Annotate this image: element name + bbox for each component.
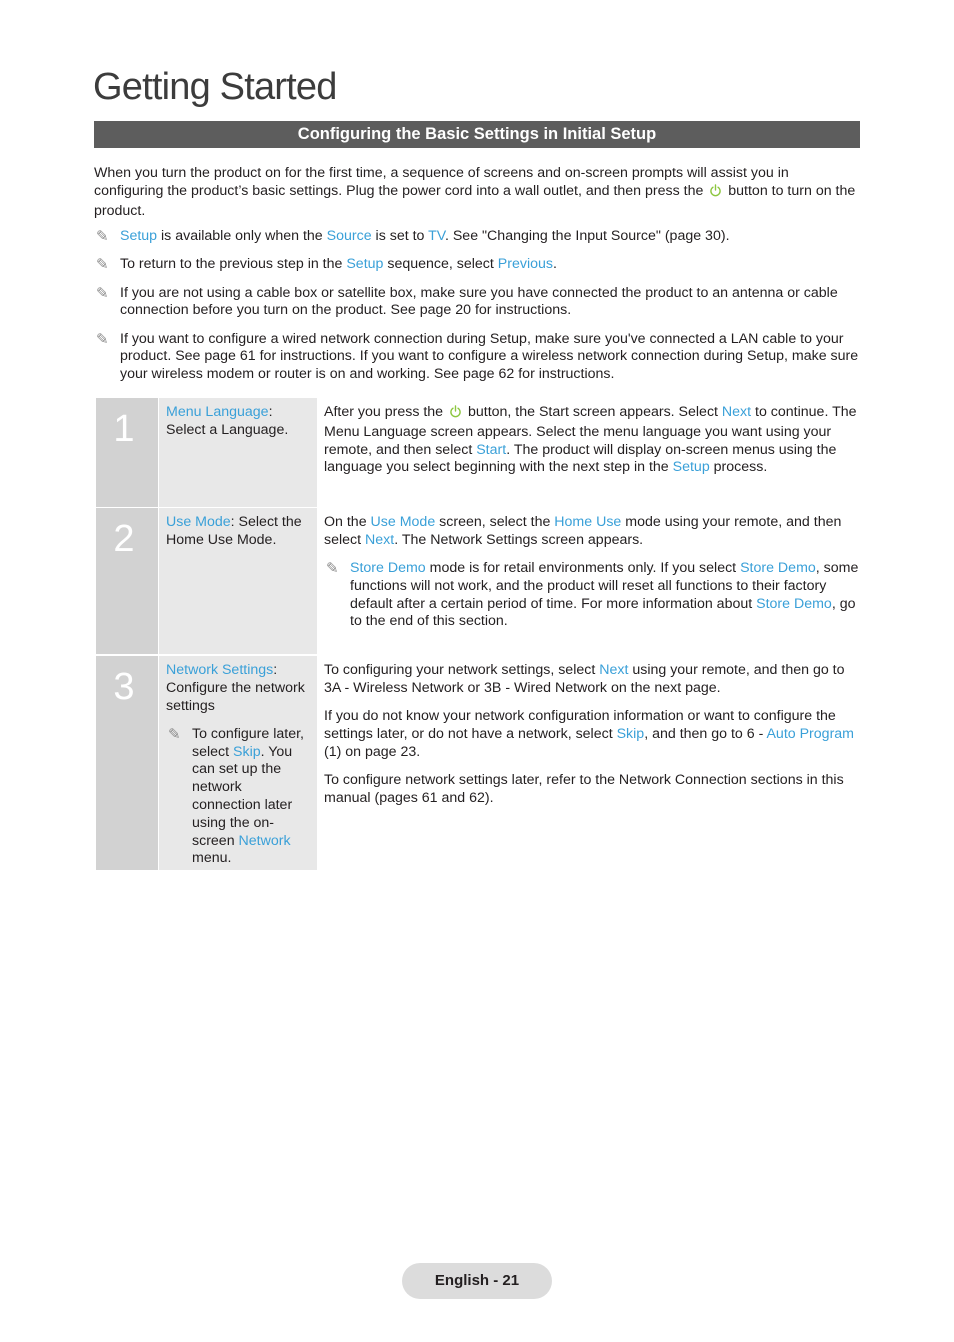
menu-ref-skip: Skip [233,743,261,760]
menu-ref-network: Network [238,832,291,849]
note-text: If you are not using a cable box or satellite box, make sure you have connected the product to an antenna or cable connection before you turn on the product. See page 20 for instructions. [120,284,838,319]
configure-later-note [166,726,311,868]
note-text: is set to [371,228,429,244]
note-text: To return to the previous step in the [120,256,347,273]
menu-ref-start: Start [476,441,507,458]
note-text: , some functions will not work, and the product will reset all functions to their factory default after a certain period of time. For more information about [350,560,859,612]
desc-text: If you do not know your network configuration information or want to configure the settings later, or do not have a network, select [324,708,836,742]
step-number [96,656,158,870]
step-label [159,656,317,870]
power-icon [709,184,722,203]
menu-ref-menu-language: Menu Language [166,404,269,420]
step-number-text: 1 [113,408,135,450]
step-description [317,508,860,631]
note-text: is available only when the [157,228,327,244]
step-label-text: : Select the Home Use Mode. [166,514,302,548]
step-paragraph [324,404,860,477]
menu-ref-home-use: Home Use [554,514,622,530]
desc-text: mode using your remote, and then select [324,514,842,548]
note-text: . [552,256,557,273]
note-text: . See "Changing the Input Source" (page 30). [444,228,730,244]
menu-ref-next: Next [365,531,395,548]
step-paragraph [324,708,860,761]
menu-ref-previous: Previous [497,256,553,273]
menu-ref-use-mode: Use Mode [166,514,231,530]
step-row-3 [96,656,860,870]
menu-ref-next: Next [721,404,752,420]
intro-text-2: button to turn on the product. [94,182,856,219]
desc-text: screen, select the [435,514,555,530]
intro-text-1: When you turn the product on for the first time, a sequence of screens and on-screen prompts will assist you in configuring the product’s basic settings. Plug the power cord into a wall outlet, and then press the [94,165,789,199]
note-antenna [94,285,860,321]
notes-list [94,228,860,395]
note-pencil-icon: ✎ [96,329,109,348]
step-description [317,398,860,488]
desc-text: On the [324,514,371,530]
step-number-text: 3 [113,666,135,708]
intro-paragraph [94,165,860,220]
menu-ref-store-demo: Store Demo [350,560,426,577]
note-text: sequence, select [383,256,498,273]
note-pencil-icon: ✎ [96,227,109,245]
step-number [96,398,158,507]
desc-text: using your remote, and then go to 3A - Wireless Network or 3B - Wired Network on the next page. [324,662,845,696]
page-title: Getting Started [93,66,337,108]
desc-text: , and then go to 6 - [644,725,767,742]
menu-ref-auto-program: Auto Program [766,725,854,742]
step-paragraph [324,772,860,808]
step-number-text: 2 [113,518,135,560]
step-label-text: : Configure the network settings [166,662,305,714]
desc-text: To configure network settings later, refer to the Network Connection sections in this manual (pages 61 and 62). [324,771,844,806]
menu-ref-setup: Setup [346,256,384,273]
note-text: menu. [192,850,232,867]
note-setup-availability [94,228,860,246]
section-title: Configuring the Basic Settings in Initial Setup [94,121,860,148]
desc-text: to continue. The Menu Language screen appears. Select the menu language you want using your remote, and then select [324,404,857,458]
note-text: . You can set up the network connection later using the on-screen [192,743,293,849]
note-text: mode is for retail environments only. If you select [425,560,741,577]
note-pencil-icon: ✎ [168,724,181,743]
step-row-2 [96,508,860,654]
note-previous-step [94,256,860,274]
menu-ref-setup: Setup [120,228,158,244]
desc-text: After you press the [324,404,448,420]
note-text: , go to the end of this section. [350,595,856,630]
step-label [159,508,317,654]
note-pencil-icon: ✎ [326,559,339,578]
desc-text: (1) on page 23. [324,743,421,760]
menu-ref-tv: TV [428,228,445,244]
desc-text: button, the Start screen appears. Select [464,404,722,420]
menu-ref-source: Source [326,228,372,244]
power-icon [449,405,462,424]
menu-ref-store-demo: Store Demo [756,595,832,612]
desc-text: . The product will display on-screen menus using the language you select beginning with the next step in the [324,441,837,476]
step-label-text: : Select a Language. [166,404,289,438]
menu-ref-network-settings: Network Settings [166,662,274,678]
note-pencil-icon: ✎ [96,255,109,274]
menu-ref-setup: Setup [672,459,710,476]
step-paragraph [324,662,860,698]
menu-ref-store-demo: Store Demo [740,560,816,577]
menu-ref-skip: Skip [616,725,645,742]
desc-text: . The Network Settings screen appears. [394,531,644,548]
desc-text: process. [709,459,768,476]
note-text: If you want to configure a wired network connection during Setup, make sure you've connected a LAN cable to your product. See page 61 for instructions. If you want to configure a wireless network connection during Setup, make sure your wireless modem or router is on and working. See page 62 for instructions. [120,330,859,383]
step-paragraph [324,514,860,550]
store-demo-note [324,560,860,631]
menu-ref-use-mode: Use Mode [370,514,436,530]
step-label [159,398,317,507]
step-row-1 [96,398,860,507]
note-network [94,331,860,384]
note-pencil-icon: ✎ [96,283,109,302]
menu-ref-next: Next [599,662,629,678]
step-description [317,656,860,818]
note-text: To configure later, select [192,725,304,760]
page-number-badge: English - 21 [402,1263,552,1299]
step-number [96,508,158,654]
desc-text: To configuring your network settings, select [324,662,600,678]
